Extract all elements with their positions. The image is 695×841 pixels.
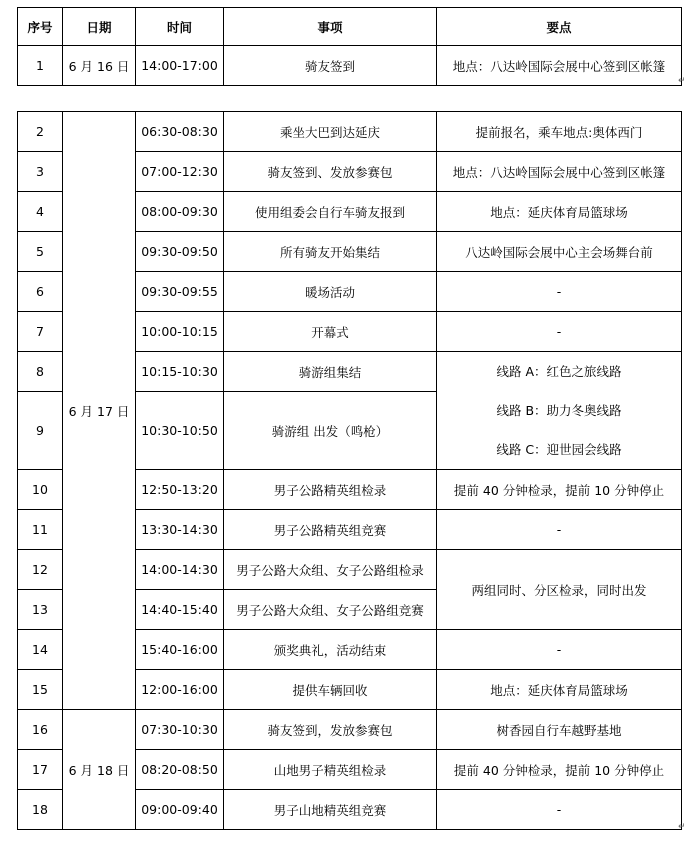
- cell-item: 男子公路精英组竞赛: [224, 510, 437, 550]
- header-row: [18, 8, 682, 46]
- table-row: [18, 46, 682, 86]
- cell-note: 提前 40 分钟检录，提前 10 分钟停止: [437, 750, 682, 790]
- cell-item: 使用组委会自行车骑友报到: [224, 192, 437, 232]
- cell-time: 14:00-17:00: [136, 46, 224, 86]
- header-date: 日期: [63, 8, 136, 46]
- cell-no: 15: [18, 670, 63, 710]
- cell-time: 10:15-10:30: [136, 352, 224, 392]
- cell-no: 10: [18, 470, 63, 510]
- cell-no: 12: [18, 550, 63, 590]
- cell-no: 14: [18, 630, 63, 670]
- cell-note: 提前报名，乘车地点:奥体西门: [437, 112, 682, 152]
- cell-note: 八达岭国际会展中心主会场舞台前: [437, 232, 682, 272]
- cell-item: 男子公路大众组、女子公路组竞赛: [224, 590, 437, 630]
- cell-no: 8: [18, 352, 63, 392]
- route-c: 线路 C：迎世园会线路: [496, 442, 622, 457]
- cell-item: 颁奖典礼，活动结束: [224, 630, 437, 670]
- cell-note: 提前 40 分钟检录，提前 10 分钟停止: [437, 470, 682, 510]
- header-time: 时间: [136, 8, 224, 46]
- cell-no: 18: [18, 790, 63, 830]
- cell-note: 树香园自行车越野基地: [437, 710, 682, 750]
- cell-date-jun17: 6 月 17 日: [63, 112, 136, 710]
- cell-item: 男子公路精英组检录: [224, 470, 437, 510]
- route-b: 线路 B：助力冬奥线路: [496, 403, 622, 418]
- cell-note: 地点：延庆体育局篮球场: [437, 192, 682, 232]
- cell-item: 乘坐大巴到达延庆: [224, 112, 437, 152]
- cell-note: -: [437, 312, 682, 352]
- cell-item: 男子山地精英组竞赛: [224, 790, 437, 830]
- cell-note-merged: 两组同时、分区检录，同时出发: [437, 550, 682, 630]
- header-no: 序号: [18, 8, 63, 46]
- table-row: [18, 710, 682, 750]
- cell-note: -: [437, 272, 682, 312]
- cell-no: 3: [18, 152, 63, 192]
- paragraph-mark: ↵: [678, 76, 686, 86]
- cell-time: 09:30-09:55: [136, 272, 224, 312]
- cell-no: 11: [18, 510, 63, 550]
- cell-time: 09:00-09:40: [136, 790, 224, 830]
- cell-note: 地点：延庆体育局篮球场: [437, 670, 682, 710]
- cell-no: 6: [18, 272, 63, 312]
- cell-no: 16: [18, 710, 63, 750]
- cell-no: 5: [18, 232, 63, 272]
- cell-time: 14:40-15:40: [136, 590, 224, 630]
- cell-time: 13:30-14:30: [136, 510, 224, 550]
- route-a: 线路 A：红色之旅线路: [496, 364, 622, 379]
- cell-no: 1: [18, 46, 63, 86]
- cell-no: 7: [18, 312, 63, 352]
- cell-note-routes: [437, 352, 682, 470]
- cell-item: 所有骑友开始集结: [224, 232, 437, 272]
- cell-item: 骑友签到，发放参赛包: [224, 710, 437, 750]
- cell-item: 提供车辆回收: [224, 670, 437, 710]
- cell-note: 地点：八达岭国际会展中心签到区帐篷: [437, 46, 682, 86]
- schedule-table-day1: [17, 7, 682, 86]
- cell-item: 男子公路大众组、女子公路组检录: [224, 550, 437, 590]
- header-item: 事项: [224, 8, 437, 46]
- cell-time: 15:40-16:00: [136, 630, 224, 670]
- header-note: 要点: [437, 8, 682, 46]
- cell-time: 07:30-10:30: [136, 710, 224, 750]
- cell-note: -: [437, 630, 682, 670]
- cell-no: 9: [18, 392, 63, 470]
- cell-no: 13: [18, 590, 63, 630]
- cell-no: 17: [18, 750, 63, 790]
- cell-no: 2: [18, 112, 63, 152]
- paragraph-mark: ↵: [678, 822, 686, 832]
- cell-item: 山地男子精英组检录: [224, 750, 437, 790]
- cell-note: -: [437, 790, 682, 830]
- cell-item: 暖场活动: [224, 272, 437, 312]
- cell-time: 10:30-10:50: [136, 392, 224, 470]
- schedule-table-day2-3: [17, 111, 682, 830]
- cell-date-jun18: 6 月 18 日: [63, 710, 136, 830]
- cell-time: 08:00-09:30: [136, 192, 224, 232]
- table-row: [18, 112, 682, 152]
- cell-time: 10:00-10:15: [136, 312, 224, 352]
- cell-item: 骑友签到: [224, 46, 437, 86]
- cell-item: 骑友签到、发放参赛包: [224, 152, 437, 192]
- cell-time: 12:50-13:20: [136, 470, 224, 510]
- cell-time: 12:00-16:00: [136, 670, 224, 710]
- cell-time: 08:20-08:50: [136, 750, 224, 790]
- cell-note: -: [437, 510, 682, 550]
- cell-time: 07:00-12:30: [136, 152, 224, 192]
- cell-note: 地点：八达岭国际会展中心签到区帐篷: [437, 152, 682, 192]
- cell-item: 骑游组 出发（鸣枪）: [224, 392, 437, 470]
- cell-date: 6 月 16 日: [63, 46, 136, 86]
- cell-time: 14:00-14:30: [136, 550, 224, 590]
- cell-no: 4: [18, 192, 63, 232]
- cell-item: 开幕式: [224, 312, 437, 352]
- cell-time: 06:30-08:30: [136, 112, 224, 152]
- cell-item: 骑游组集结: [224, 352, 437, 392]
- cell-time: 09:30-09:50: [136, 232, 224, 272]
